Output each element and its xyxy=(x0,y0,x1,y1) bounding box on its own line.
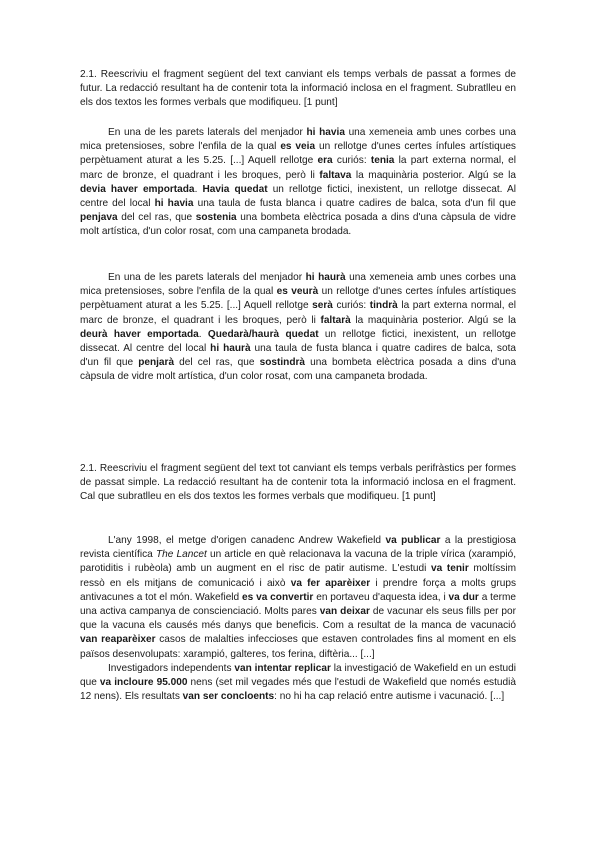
text-run: una taula de fusta blanca i quatre cadires de balca, sota d'un fil que xyxy=(193,198,517,210)
original-paragraph xyxy=(80,126,516,240)
text-run: la investigació de Wakefield en un estudi que xyxy=(80,662,516,689)
text-run: En una de les parets laterals del menjador xyxy=(108,127,307,138)
text-run: curiós: xyxy=(332,155,371,167)
highlighted-verb: van ser concloents xyxy=(182,691,275,703)
text-run: un rellotge d'unes certes ínfules artístiques perpètuament aturat a les 5.25. [...] Aquell rellotge xyxy=(80,141,516,167)
text-run: a terme una activa campanya de conscienciació. Molts pares xyxy=(80,591,516,618)
highlighted-verb: es va convertir xyxy=(242,591,314,603)
exercise-2-instruction xyxy=(80,462,516,505)
text-run: un article en què relacionava la vacuna de la triple vírica (xarampió, parotiditis i rubèola) amb un augment en el risc de patir autisme. L'estudi xyxy=(80,549,517,575)
text-run: En una de les parets laterals del menjador xyxy=(108,272,306,283)
highlighted-verb: va incloure xyxy=(99,677,154,689)
highlighted-verb: Havia quedat xyxy=(202,183,268,195)
text-run: la maquinària posterior. Algú se la xyxy=(350,314,516,326)
text-run: i prendre força a molts grups antivacunes a tot el món. Wakefield xyxy=(80,577,517,603)
text-run: moltíssim ressò en els mitjans de comunicació i això xyxy=(80,563,517,589)
highlighted-verb: tenia xyxy=(370,155,395,167)
highlighted-verb: es veia xyxy=(280,141,316,153)
text-run: la maquinària posterior. Algú se la xyxy=(351,169,516,181)
highlighted-verb: tindrà xyxy=(369,300,398,312)
text-run: del cel ras, que xyxy=(174,357,260,369)
highlighted-verb: van reaparèixer xyxy=(80,634,156,646)
text-run: L'any 1998, el metge d'origen canadenc Andrew Wakefield xyxy=(108,535,386,546)
highlighted-verb: deurà haver emportada xyxy=(80,328,199,340)
highlighted-verb: sostindrà xyxy=(259,357,306,369)
highlighted-verb: va dur xyxy=(448,591,479,603)
rewritten-paragraph xyxy=(80,271,516,385)
highlighted-verb: van intentar xyxy=(234,662,292,674)
text-run: . xyxy=(198,328,208,340)
exercise-2-text xyxy=(80,534,516,704)
highlighted-verb: va tenir xyxy=(431,563,469,575)
text-run: a la prestigiosa revista científica xyxy=(80,535,517,561)
text-run: un rellotge fictici, inexistent, un rellotge dissecat. Al centre del local xyxy=(80,183,516,210)
highlighted-verb: replicar xyxy=(294,662,331,674)
highlighted-verb: penjava xyxy=(80,212,118,224)
highlighted-verb: Quedarà/haurà quedat xyxy=(207,328,319,340)
text-run: : no hi ha cap relació entre autisme i vacunació. [...] xyxy=(274,691,505,703)
text-run: nens (set mil vegades més que l'estudi de Wakefield que només estudià 12 nens). Els resultats xyxy=(80,677,516,703)
text-run: una xemeneia amb unes corbes una mica pretensioses, sobre l'enfila de la qual xyxy=(80,127,516,153)
text-run: casos de malalties infeccioses que estaven controlades fins al moment en els països desenvolupats: xarampió, galteres, tos ferina, diftèria... [...] xyxy=(80,634,516,660)
exercise-1-original-text xyxy=(80,126,516,240)
text-run: Investigadors independents xyxy=(108,662,235,674)
text-run: The Lancet xyxy=(155,549,207,561)
text-run: del cel ras, que xyxy=(117,212,196,224)
highlighted-verb: 95.000 xyxy=(156,677,188,689)
article-paragraph-2 xyxy=(80,662,516,705)
text-run: de vacunar els seus fills per por que la vacuna els causés més danys que beneficis. Com a resultat de la manca de vacunació xyxy=(80,606,517,632)
text-run: la part externa normal, el marc de bronze, el quadrant i les broques, però li xyxy=(80,155,516,181)
highlighted-verb: es veurà xyxy=(276,286,319,298)
text-run: un rellotge d'unes certes ínfules artístiques perpètuament aturat a les 5.25. [...] Aquell rellotge xyxy=(80,286,516,312)
highlighted-verb: era xyxy=(317,155,333,167)
text-run: una bombeta elèctrica posada a dins d'una càpsula de vidre molt artística, d'un color rosat, com una campaneta brodada. xyxy=(80,212,517,238)
highlighted-verb: va publicar xyxy=(385,535,441,546)
article-paragraph-1 xyxy=(80,534,516,662)
highlighted-verb: faltava xyxy=(319,169,352,181)
instruction-text xyxy=(80,462,516,505)
highlighted-verb: van deixar xyxy=(319,606,370,618)
text-run: curiós: xyxy=(332,300,370,312)
text-run: . xyxy=(194,183,203,195)
highlighted-verb: hi haurà xyxy=(305,272,346,283)
highlighted-verb: hi havia xyxy=(154,198,194,210)
text-run: en portaveu d'aquesta idea, i xyxy=(313,591,449,603)
highlighted-verb: faltarà xyxy=(320,314,351,326)
exercise-1-rewritten-text xyxy=(80,271,516,385)
instruction-text xyxy=(80,68,516,111)
highlighted-verb: serà xyxy=(312,300,333,312)
highlighted-verb: va fer aparèixer xyxy=(290,577,371,589)
text-run: una taula de fusta blanca i quatre cadires de balca, sota d'un fil que xyxy=(80,343,516,369)
text-run: 2.1. Reescriviu el fragment següent del text canviant els temps verbals de passat a formes de futur. La redacció resultant ha de contenir tota la informació inclosa en el fragment. Subratlleu en els dos textos les formes verbals que modifiqueu. [1 punt] xyxy=(80,69,516,109)
highlighted-verb: hi haurà xyxy=(210,343,251,355)
exercise-1-instruction xyxy=(80,68,516,111)
text-run: un rellotge fictici, inexistent, un rellotge dissecat. Al centre del local xyxy=(80,328,516,355)
text-run: la part externa normal, el marc de bronze, el quadrant i les broques, però li xyxy=(80,300,516,326)
highlighted-verb: hi havia xyxy=(306,127,345,138)
text-run: 2.1. Reescriviu el fragment següent del text tot canviant els temps verbals perifràstics per formes de passat simple. La redacció resultant ha de contenir tota la informació inclosa en el fragment. Cal que subratlleu en els dos textos les formes verbals que modifiqueu. [1 punt] xyxy=(80,463,516,503)
text-run: una xemeneia amb unes corbes una mica pretensioses, sobre l'enfila de la qual xyxy=(80,272,516,298)
highlighted-verb: penjarà xyxy=(138,357,175,369)
highlighted-verb: sostenia xyxy=(195,212,237,224)
text-run: una bombeta elèctrica posada a dins d'una càpsula de vidre molt artística, d'un color rosat, com una campaneta brodada. xyxy=(80,357,517,383)
highlighted-verb: devia haver emportada xyxy=(80,183,195,195)
